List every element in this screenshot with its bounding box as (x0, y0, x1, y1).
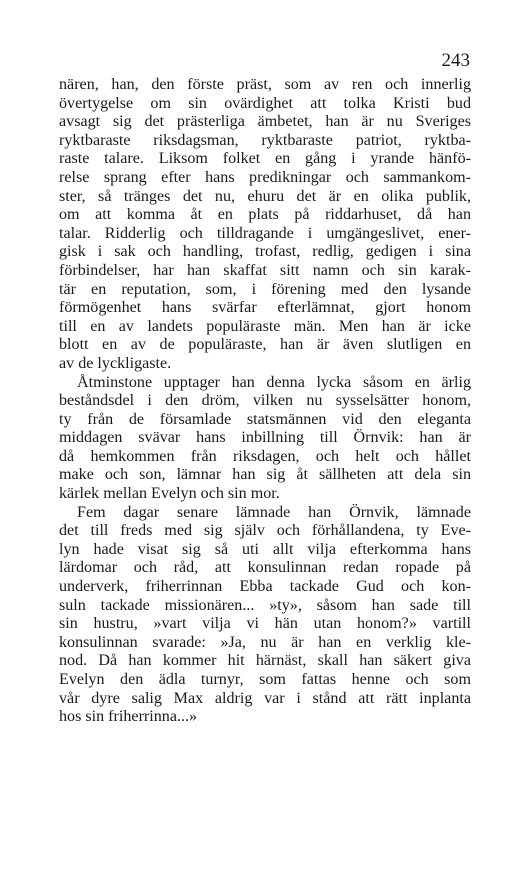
text-line: förbindelser, har han skaffat sitt namn och sin karak- (59, 261, 471, 279)
text-line: suln tackade missionären... »ty», såsom han sade till (59, 596, 471, 614)
text-line: talar. Ridderlig och tilldragande i umgängeslivet, ener- (59, 224, 471, 242)
text-line: ty från de församlade statsmännen vid den eleganta (59, 410, 471, 428)
text-line: nod. Då han kommer hit härnäst, skall han säkert giva (59, 652, 471, 670)
paragraph (59, 374, 471, 504)
text-line: lyn hade visat sig så uti allt vilja efterkomma hans (59, 540, 471, 558)
text-line: det till freds med sig själv och förhållandena, ty Eve- (59, 522, 471, 540)
page-number: 243 (441, 50, 470, 71)
text-line: make och son, lämnar han sig åt sällheten att dela sin (59, 466, 471, 484)
text-line: då hemkommen från riksdagen, och helt och hållet (59, 447, 471, 465)
text-line: raste talare. Liksom folket en gång i yrande hänfö- (59, 150, 471, 168)
text-line: gisk i sak och handling, trofast, redlig, gedigen i sina (59, 243, 471, 261)
text-line: förmögenhet hans svärfar efterlämnat, gjort honom (59, 299, 471, 317)
body-text (59, 76, 471, 727)
text-line: av de lyckligaste. (59, 354, 172, 372)
text-line: kärlek mellan Evelyn och sin mor. (59, 485, 280, 503)
text-line: ryktbaraste riksdagsman, ryktbaraste patriot, ryktba- (59, 131, 471, 149)
text-line: om att komma åt en plats på riddarhuset, då han (59, 206, 471, 224)
text-line: ster, så tränges det nu, ehuru det är en olika publik, (59, 187, 471, 205)
text-line: hos sin friherrinna...» (59, 708, 198, 726)
text-line: lärdomar och råd, att konsulinnan redan ropade på (59, 559, 471, 577)
text-line: nären, han, den förste präst, som av ren och innerlig (59, 76, 471, 93)
text-line: relse sprang efter hans predikningar och sammankom- (59, 168, 471, 186)
text-line: blott en av de populäraste, han är även slutligen en (59, 336, 471, 354)
paragraph (59, 76, 471, 374)
text-line: avsagt sig det prästerliga ämbetet, han är nu Sveriges (59, 113, 471, 131)
paragraph (59, 504, 471, 727)
text-line: sin hustru, »vart vilja vi hän utan honom?» vartill (59, 615, 471, 633)
text-line: middagen svävar hans inbillning till Örnvik: han är (59, 429, 471, 447)
text-line: konsulinnan svarade: »Ja, nu är han en verklig kle- (59, 633, 471, 651)
text-line: Åtminstone upptager han denna lycka såsom en ärlig (77, 373, 471, 391)
text-line: beståndsdel i den dröm, vilken nu sysselsätter honom, (59, 392, 471, 410)
text-line: tär en reputation, som, i förening med den lysande (59, 280, 471, 298)
text-line: övertygelse om sin ovärdighet att tolka Kristi bud (59, 94, 471, 112)
text-line: underverk, friherrinnan Ebba tackade Gud och kon- (59, 578, 471, 596)
text-line: Fem dagar senare lämnade han Örnvik, lämnade (77, 503, 471, 521)
text-line: Evelyn den ädla turnyr, som fattas henne och som (59, 671, 471, 688)
text-line: vår dyre salig Max aldrig var i stånd att rätt inplanta (59, 689, 471, 707)
text-line: till en av landets populäraste män. Men han är icke (59, 317, 471, 335)
